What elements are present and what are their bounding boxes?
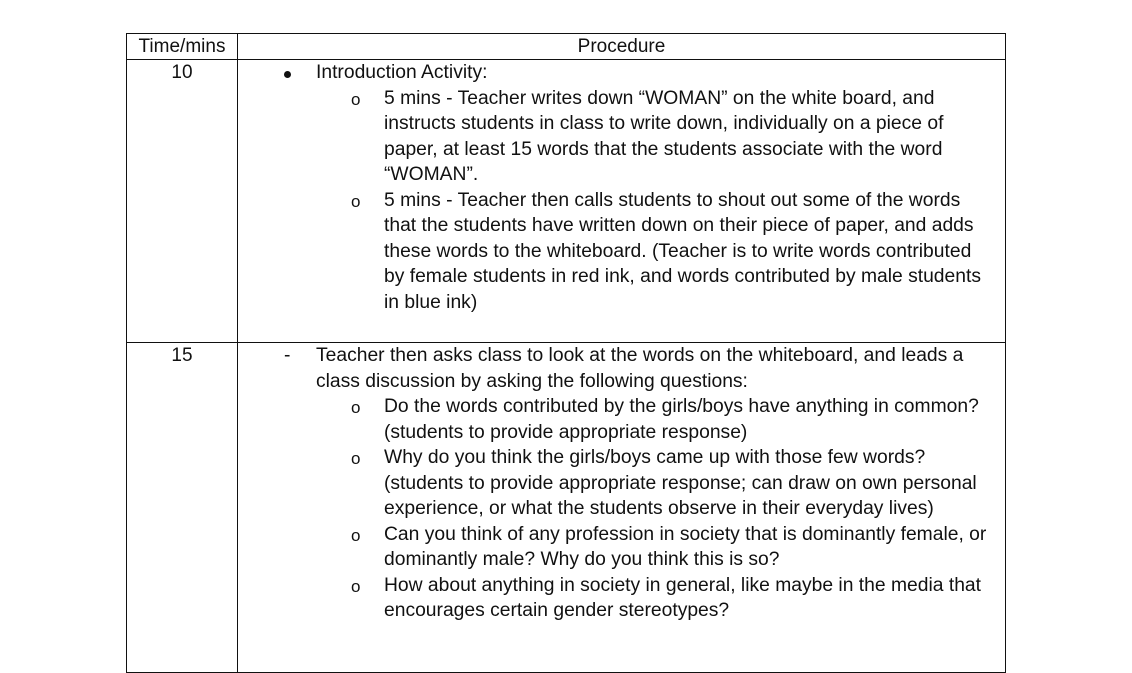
- sub-list-item: [238, 522, 1005, 573]
- list-item-text: Teacher then asks class to look at the words on the whiteboard, and leads a class discussion by asking the following questions:: [316, 345, 964, 392]
- sub-list-item: [238, 573, 1005, 624]
- table-header-row: [127, 34, 1006, 60]
- sub-list-item-text: 5 mins - Teacher writes down “WOMAN” on the white board, and instructs students in class to write down, individually on a piece of paper, at least 15 words that the students associate with the word “WOMAN”.: [384, 87, 944, 185]
- table-row: [127, 60, 1006, 343]
- list-item-text: Introduction Activity:: [316, 62, 488, 83]
- list-item: [238, 60, 1005, 86]
- sub-list-item-text: Why do you think the girls/boys came up with those few words? (students to provide appropriate response; can draw on own personal experience, or what the students observe in their everyday lives): [384, 447, 977, 519]
- sub-list-item: [238, 86, 1005, 188]
- hollow-bullet-icon: o: [351, 89, 361, 109]
- hollow-bullet-icon: o: [351, 191, 361, 211]
- sub-list-item: [238, 445, 1005, 522]
- sub-list-item: [238, 188, 1005, 316]
- sub-list-item-text: Can you think of any profession in society that is dominantly female, or dominantly male? Why do you think this is so?: [384, 523, 987, 570]
- bullet-icon: [284, 60, 298, 86]
- time-cell: 10: [127, 60, 238, 343]
- hollow-bullet-icon: o: [351, 525, 361, 545]
- time-cell: 15: [127, 343, 238, 673]
- hollow-bullet-icon: o: [351, 449, 361, 468]
- dash-bullet: -: [284, 345, 291, 366]
- sub-list-item: [238, 394, 1005, 445]
- header-procedure: Procedure: [238, 34, 1006, 60]
- procedure-cell: [238, 60, 1006, 343]
- procedure-cell: [238, 343, 1006, 673]
- table-row: [127, 343, 1006, 673]
- list-item: [238, 343, 1005, 394]
- sub-list-item-text: How about anything in society in general, like maybe in the media that encourages certain gender stereotypes?: [384, 574, 981, 621]
- header-time: Time/mins: [127, 34, 238, 60]
- sub-list-item-text: Do the words contributed by the girls/boys have anything in common? (students to provide appropriate response): [384, 396, 979, 443]
- hollow-bullet-icon: o: [351, 398, 361, 417]
- sub-list-item-text: 5 mins - Teacher then calls students to shout out some of the words that the students have written down on their piece of paper, and adds these words to the whiteboard. (Teacher is to write words contributed by female students in red ink, and words contributed by male students in blue ink): [384, 189, 981, 313]
- lesson-procedure-table: [126, 33, 1006, 673]
- hollow-bullet-icon: o: [351, 576, 361, 596]
